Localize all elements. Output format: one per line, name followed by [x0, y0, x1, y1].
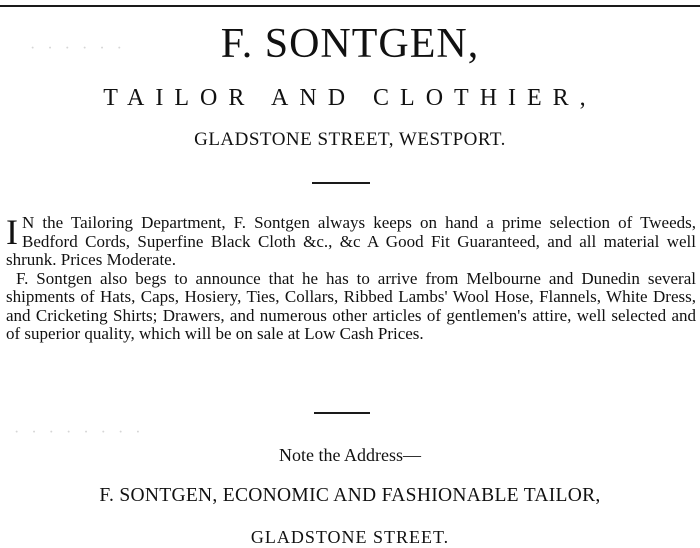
drop-cap-letter: I: [6, 212, 18, 252]
advertiser-name-title: F. SONTGEN,: [220, 21, 480, 67]
paragraph-tailoring: [6, 214, 696, 270]
closing-street: GLADSTONE STREET.: [250, 527, 450, 547]
top-border-rule: [0, 5, 700, 7]
paragraph-shipments: F. Sontgen also begs to announce that he has to arrive from Melbourne and Dunedin several shipments of Hats, Caps, Hosiery, Ties, Collars, Ribbed Lambs' Wool Hose, Flannels, White Dress, and Cricketing Shirts; Drawers, and numerous other articles of gentlemen's attire, well selected and of superior quality, which will be on sale at Low Cash Prices.: [6, 268, 696, 343]
closing-signature-line: F. SONTGEN, ECONOMIC AND FASHIONABLE TAILOR,: [99, 485, 601, 506]
address-line: GLADSTONE STREET, WESTPORT.: [194, 129, 506, 150]
section-divider: [312, 182, 370, 184]
section-divider: [314, 412, 370, 414]
trade-subtitle: TAILOR AND CLOTHIER,: [103, 85, 597, 111]
bleed-through-text: · · · · · · · ·: [14, 424, 145, 441]
note-address-heading: Note the Address—: [279, 445, 421, 465]
advertisement-body: [6, 214, 696, 344]
bleed-through-text: · · · · · ·: [30, 40, 126, 57]
paragraph-tailoring-text: N the Tailoring Department, F. Sontgen always keeps on hand a prime selection of Tweeds, Bedford Cords, Superfine Black Cloth &c., &c A Good Fit Guaranteed, and all material well shrunk. Prices Moderate.: [6, 213, 696, 269]
